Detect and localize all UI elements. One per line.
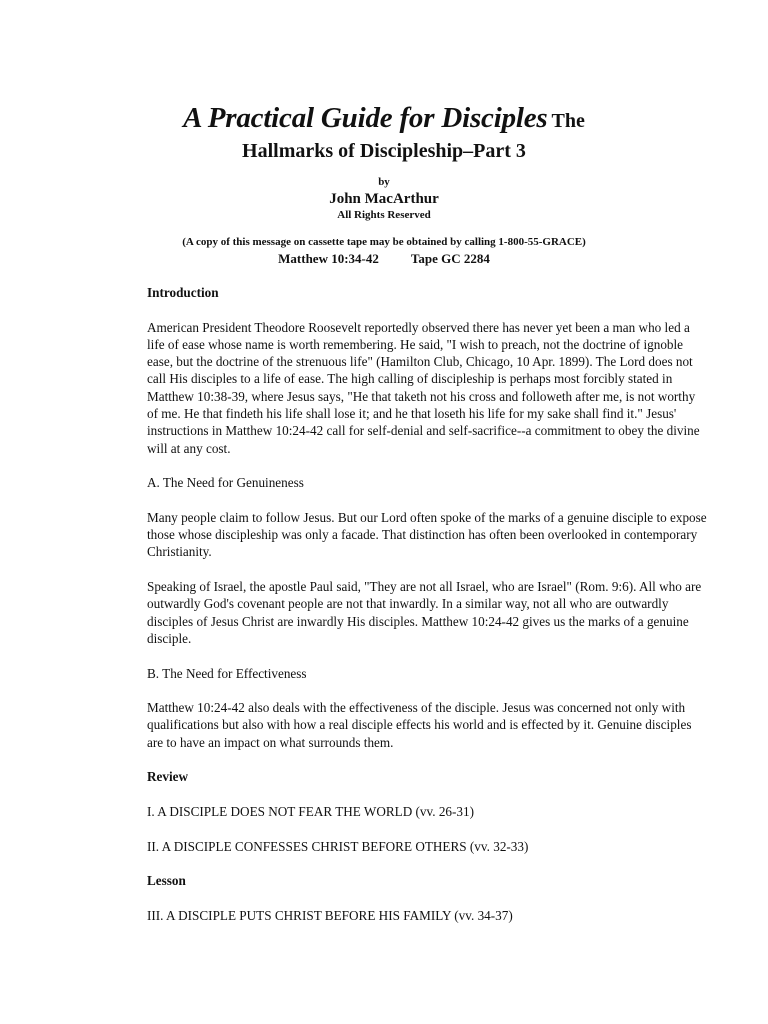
review-heading: Review	[147, 769, 189, 785]
review-point-1: I. A DISCIPLE DOES NOT FEAR THE WORLD (vv. 26-31)	[147, 803, 474, 819]
scripture-reference-line	[0, 251, 768, 267]
rights-notice: All Rights Reserved	[337, 209, 431, 221]
lesson-heading: Lesson	[147, 873, 186, 889]
genuineness-paragraph-1: Many people claim to follow Jesus. But our Lord often spoke of the marks of a genuine disciple to expose those whose discipleship was only a facade. That distinction has often been overlooked in contemporary Christianity.	[147, 509, 707, 560]
scripture-reference: Matthew 10:34-42	[278, 251, 379, 266]
title-suffix: The	[551, 110, 585, 132]
lesson-point-3: III. A DISCIPLE PUTS CHRIST BEFORE HIS FAMILY (vv. 34-37)	[147, 907, 513, 923]
document-body	[147, 284, 707, 941]
genuineness-paragraph-2: Speaking of Israel, the apostle Paul said, "They are not all Israel, who are Israel" (Rom. 9:6). All who are outwardly God's covenant people are not that inwardly. In a similar way, not all who are outwardly disciples of Jesus Christ are inwardly His disciples. Matthew 10:24-42 gives us the marks of a genuine disciple.	[147, 579, 702, 646]
introduction-heading: Introduction	[147, 285, 219, 300]
tape-number: Tape GC 2284	[410, 251, 490, 266]
effectiveness-paragraph: Matthew 10:24-42 also deals with the effectiveness of the disciple. Jesus was concerned not only with qualifications but also with how a real disciple effects his world and is effected by it. Genuine disciples are to have an impact on what surrounds them.	[147, 700, 692, 750]
author-name: John MacArthur	[329, 191, 439, 207]
review-point-2: II. A DISCIPLE CONFESSES CHRIST BEFORE OTHERS (vv. 32-33)	[147, 838, 529, 854]
document-title	[0, 102, 768, 135]
intro-paragraph: American President Theodore Roosevelt reportedly observed there has never yet been a man who led a life of ease whose name is worth remembering. He said, "I wish to preach, not the doctrine of ignoble ease, but the doctrine of the strenuous life" (Hamilton Club, Chicago, 10 Apr. 1899). The Lord does not call His disciples to a life of ease. The high calling of discipleship is perhaps most forcibly stated in Matthew 10:38-39, where Jesus says, "He that taketh not his cross and followeth after me, is not worthy of me. He that findeth his life shall lose it; and he that loseth his life for my sake shall find it." Jesus' instructions in Matthew 10:24-42 call for self-denial and self-sacrifice--a commitment to obey the divine will at any cost.	[147, 319, 700, 456]
title-main: A Practical Guide for Disciples	[183, 102, 548, 134]
byline-label: by	[378, 176, 390, 188]
document-subtitle: Hallmarks of Discipleship–Part 3	[242, 140, 526, 162]
subheading-effectiveness: B. The Need for Effectiveness	[147, 665, 307, 681]
subheading-genuineness: A. The Need for Genuineness	[147, 475, 304, 491]
tape-note: (A copy of this message on cassette tape may be obtained by calling 1-800-55-GRACE)	[182, 236, 586, 248]
